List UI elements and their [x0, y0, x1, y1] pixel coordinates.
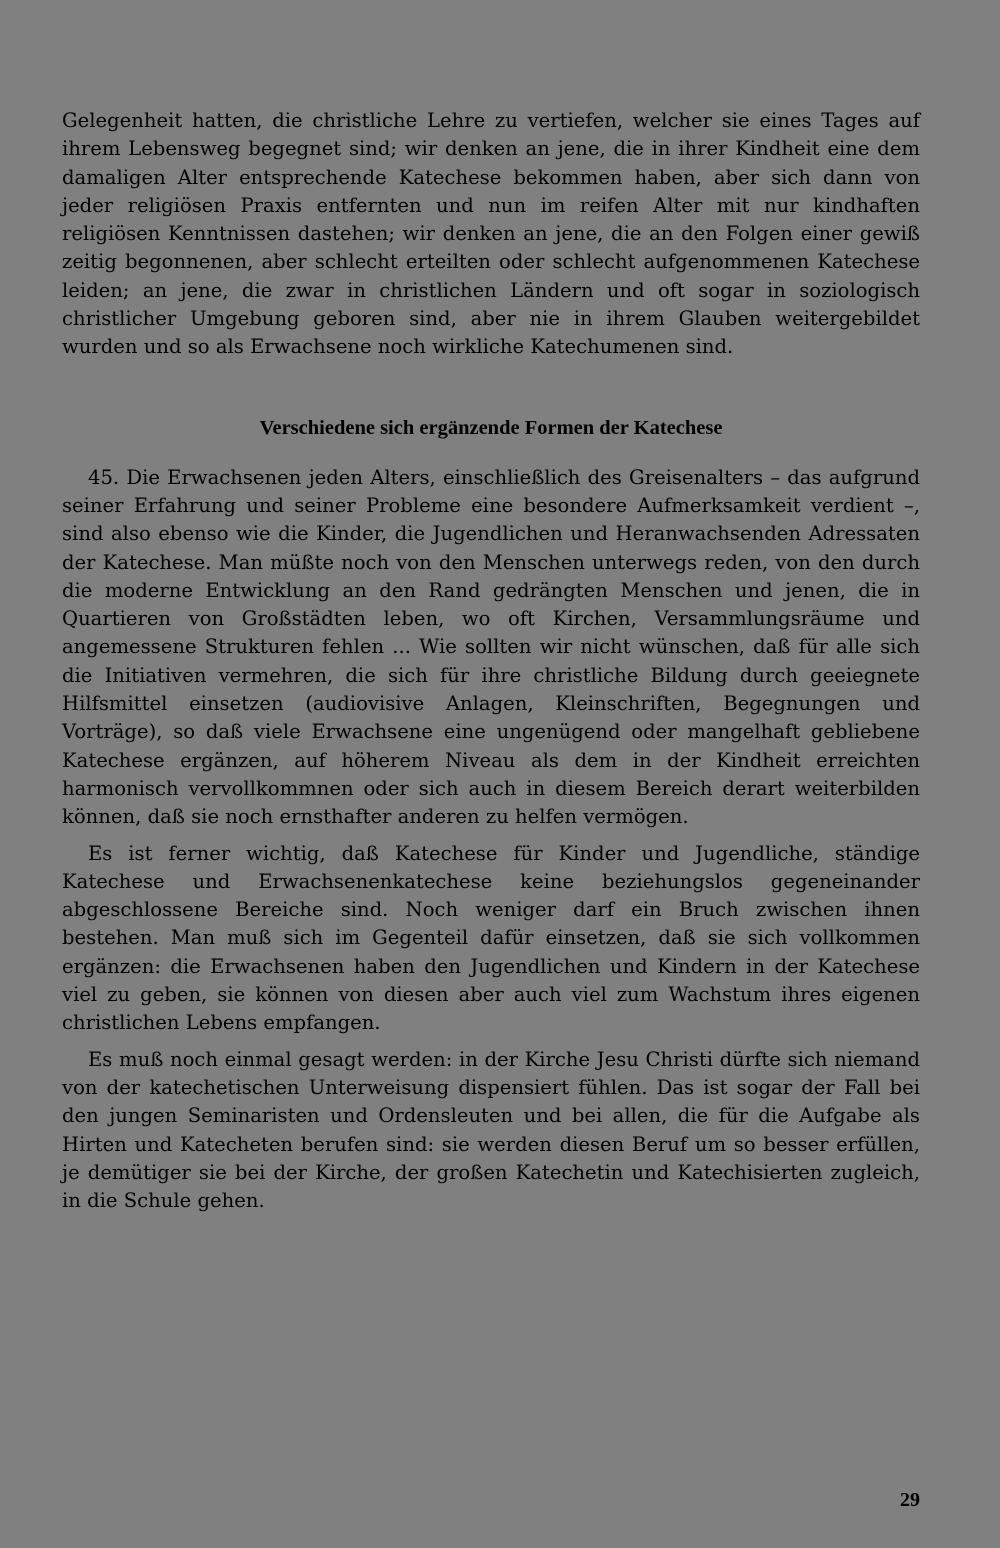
page-body — [62, 107, 920, 1215]
paragraph-continuation-1: Es ist ferner wichtig, daß Katechese für Kinder und Jugendliche, ständige Katechese und Erwachsenenkatechese keine beziehungslos gegeneinander abgeschlossene Bereiche sind. Noch weniger darf ein Bruch zwischen ihnen bestehen. Man muß sich im Gegenteil dafür einsetzen, daß sie sich vollkommen ergänzen: die Erwachsenen haben den Jugendlichen und Kindern in der Katechese viel zu geben, sie können von diesen aber auch viel zum Wachstum ihres eigenen christlichen Lebens empfangen. — [62, 841, 920, 1035]
section-heading: Verschiedene sich ergänzende Formen der Katechese — [259, 416, 723, 439]
page-number: 29 — [900, 1489, 920, 1511]
paragraph-continuation-2: Es muß noch einmal gesagt werden: in der Kirche Jesu Christi dürfte sich niemand von der katechetischen Unterweisung dispensiert fühlen. Das ist sogar der Fall bei den jungen Seminaristen und Ordensleuten und bei allen, die für die Aufgabe als Hirten und Katecheten berufen sind: sie werden diesen Beruf um so besser erfüllen, je demütiger sie bei der Kirche, der großen Katechetin und Katechisierten zugleich, in die Schule gehen. — [62, 1047, 920, 1213]
paragraph-45: 45. Die Erwachsenen jeden Alters, einschließlich des Greisenalters – das aufgrund seiner Erfahrung und seiner Probleme eine besondere Aufmerksamkeit verdient –, sind also ebenso wie die Kinder, die Jugendlichen und Heranwachsenden Adressaten der Katechese. Man müßte noch von den Menschen unterwegs reden, von den durch die moderne Entwicklung an den Rand gedrängten Menschen und jenen, die in Quartieren von Großstädten leben, wo oft Kirchen, Versammlungsräume und angemessene Strukturen fehlen ... Wie sollten wir nicht wünschen, daß für alle sich die Initiativen vermehren, die sich für ihre christliche Bildung durch geeiegnete Hilfsmittel einsetzen (audiovisive Anlagen, Kleinschriften, Begegnungen und Vorträge), so daß viele Erwachsene eine ungenügend oder mangelhaft gebliebene Katechese ergänzen, auf höherem Niveau als dem in der Kindheit erreichten harmonisch vervollkommnen oder sich auch in diesem Bereich derart weiterbilden können, daß sie noch ernsthafter anderen zu helfen vermögen. — [62, 465, 920, 829]
intro-paragraph: Gelegenheit hatten, die christliche Lehre zu vertiefen, welcher sie eines Tages auf ihrem Lebensweg begegnet sind; wir denken an jene, die in ihrer Kindheit eine dem damaligen Alter entsprechende Katechese bekommen haben, aber sich dann von jeder religiösen Praxis entfernten und nun im reifen Alter mit nur kindhaften religiösen Kenntnissen dastehen; wir denken an jene, die an den Folgen einer gewiß zeitig begonnenen, aber schlecht erteilten oder schlecht aufgenommenen Katechese leiden; an jene, die zwar in christlichen Ländern und oft sogar in soziologisch christlicher Umgebung geboren sind, aber nie in ihrem Glauben weitergebildet wurden und so als Erwachsene noch wirkliche Katechumenen sind. — [62, 109, 920, 359]
